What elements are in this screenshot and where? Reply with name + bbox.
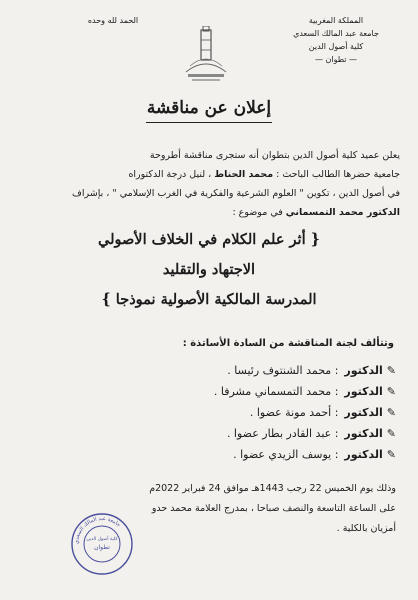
member-title: الدكتور [344, 385, 383, 398]
member-title: الدكتور [344, 406, 383, 419]
intro-line-2 [14, 165, 400, 184]
member-title: الدكتور [344, 364, 383, 377]
university-name: جامعة عبد المالك السعدي [293, 29, 379, 38]
time-location-line: على الساعة التاسعة والنصف صباحا ، بمدرج العلامة محمد حدو [151, 503, 396, 514]
member-title: الدكتور [344, 448, 383, 461]
title-underline [146, 122, 272, 123]
intro-line-4 [14, 203, 400, 222]
committee-member [233, 448, 396, 461]
student-name: محمد الحناط [214, 169, 274, 180]
member-name: : محمد التمسماني مشرفا . [213, 385, 339, 398]
thesis-title-line-3: المدرسة المالكية الأصولية نموذجا } [101, 291, 317, 308]
supervisor-name: الدكتور محمد التمسماني [285, 207, 400, 218]
faculty-stamp-icon [70, 512, 134, 576]
city-name: — تطوان — [314, 55, 358, 64]
faculty-name: كلية أصول الدين [308, 42, 364, 51]
committee-heading: وتتألف لجنة المناقشة من السادة الأساتذة : [182, 338, 394, 349]
pen-icon: ✎ [386, 406, 396, 419]
kingdom-name: المملكة المغربية [308, 16, 364, 25]
pen-icon: ✎ [386, 364, 396, 377]
intro-line-4-end: في موضوع : [232, 207, 286, 218]
basmala-header: الحمد لله وحده [87, 16, 139, 25]
pen-icon: ✎ [386, 448, 396, 461]
thesis-title-line-1: { أثر علم الكلام في الخلاف الأصولي [98, 231, 320, 248]
intro-line-2-start: جامعية حضرها الطالب الباحث : [273, 169, 400, 180]
page-title: إعلان عن مناقشة [146, 98, 272, 118]
member-name: : محمد الشنتوف رئيسا . [227, 364, 339, 377]
pen-icon: ✎ [386, 427, 396, 440]
pen-icon: ✎ [386, 385, 396, 398]
member-name: : أحمد مونة عضوا . [249, 406, 339, 419]
date-line: وذلك يوم الخميس 22 رجب 1443هـ موافق 24 فبراير 2022م [149, 483, 396, 494]
committee-member [227, 364, 396, 377]
member-name: : يوسف الزيدي عضوا . [233, 448, 339, 461]
member-title: الدكتور [344, 427, 383, 440]
stamp-center-text: تطوان [94, 544, 110, 551]
member-name: : عبد القادر بطار عضوا . [226, 427, 339, 440]
stamp-inner-text: كلية أصول الدين [86, 537, 118, 542]
intro-line-2-end: ، لنيل درجة الدكتوراه [128, 169, 215, 180]
committee-member [250, 406, 396, 419]
thesis-title-line-2: الاجتهاد والتقليد [162, 261, 256, 278]
intro-line-3: في أصول الدين ، تكوين " العلوم الشرعية والفكرية في الغرب الإسلامي " ، بإشراف [72, 188, 400, 199]
stamp-outer-text: جامعة عبد المالك السعدي [73, 515, 122, 545]
location-line-end: أمزيان بالكلية . [336, 523, 396, 534]
university-logo-icon [180, 26, 232, 84]
committee-member [227, 427, 396, 440]
committee-member [214, 385, 396, 398]
institution-header [276, 14, 396, 66]
intro-line-1: يعلن عميد كلية أصول الدين بتطوان أنه ستجرى مناقشة أطروحة [149, 150, 400, 161]
